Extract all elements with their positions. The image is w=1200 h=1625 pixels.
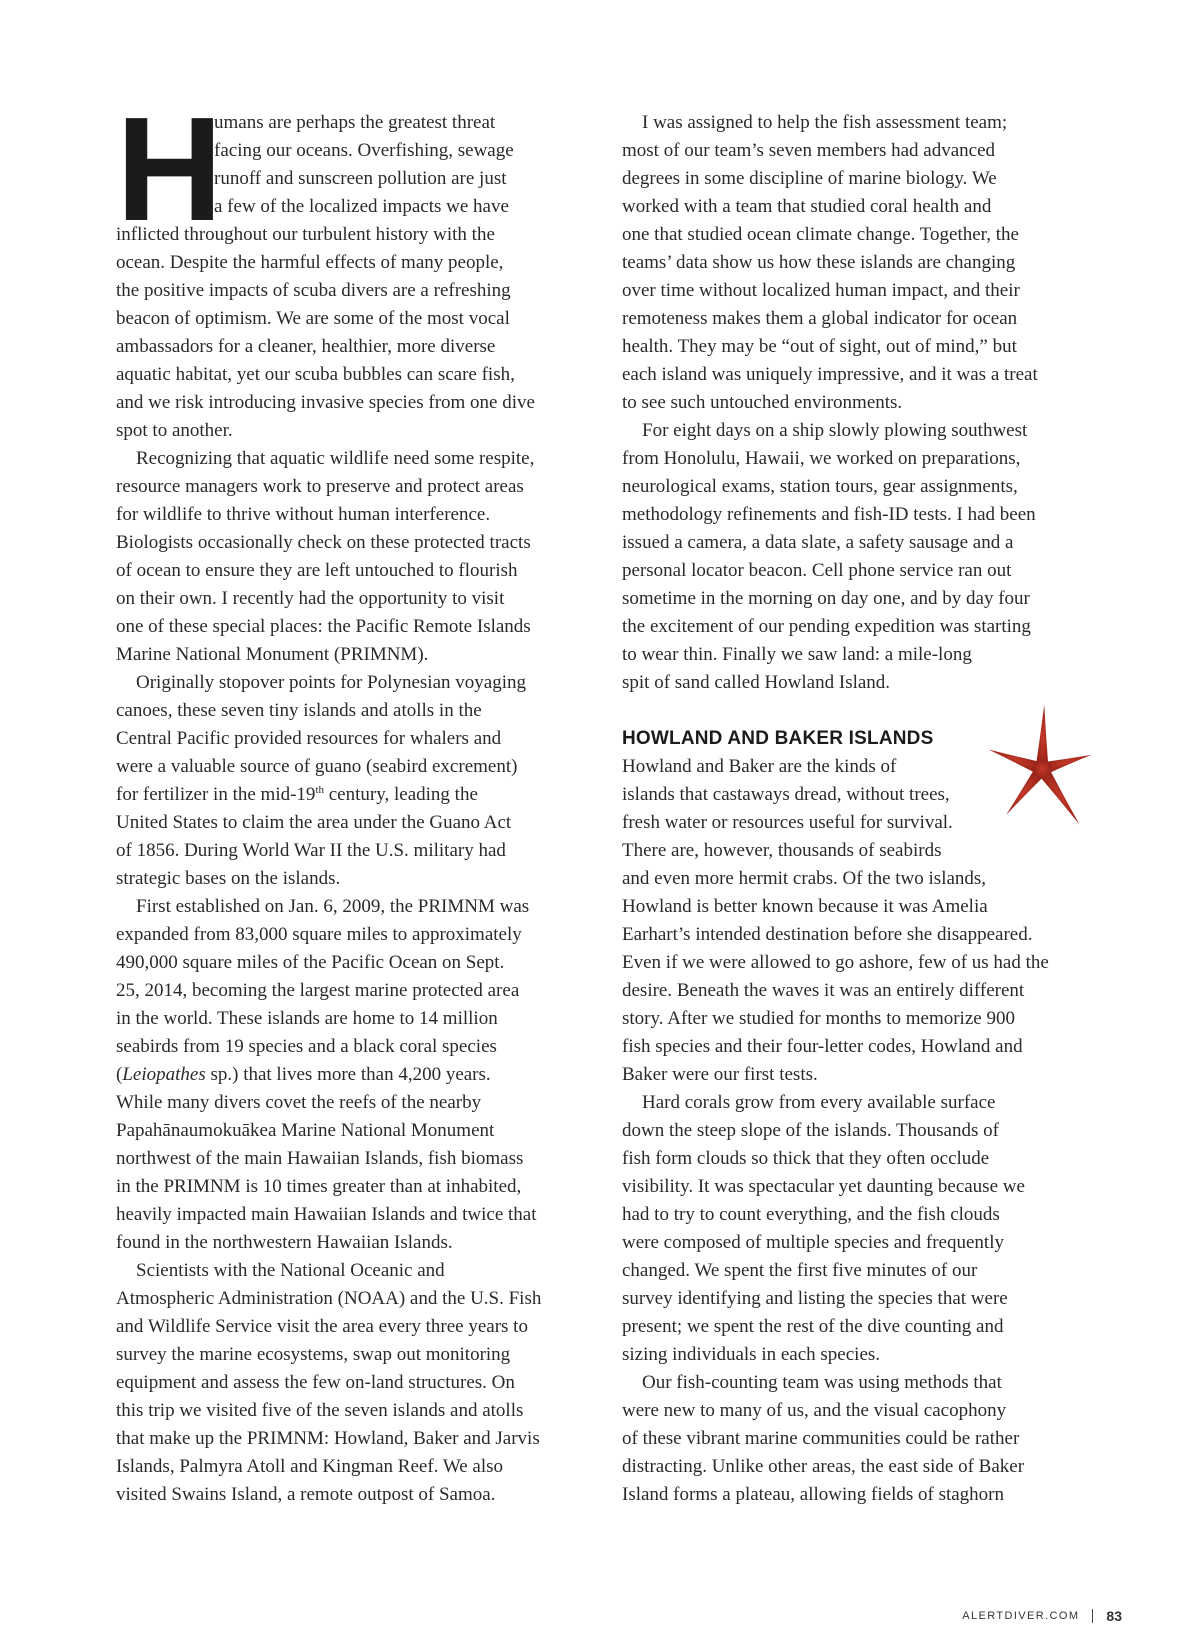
text-line: inflicted throughout our turbulent history with the bbox=[116, 224, 495, 245]
text-line: survey the marine ecosystems, swap out monitoring bbox=[116, 1344, 511, 1365]
text-line: strategic bases on the islands. bbox=[116, 868, 341, 889]
text-line: islands that castaways dread, without trees, bbox=[622, 784, 950, 805]
text-line: from Honolulu, Hawaii, we worked on preparations, bbox=[622, 448, 1021, 469]
text-line: Even if we were allowed to go ashore, few of us had the bbox=[622, 952, 1049, 973]
text-line: First established on Jan. 6, 2009, the PRIMNM was bbox=[136, 896, 530, 917]
text-line: For eight days on a ship slowly plowing southwest bbox=[642, 420, 1028, 441]
text-line: umans are perhaps the greatest threat bbox=[214, 112, 496, 133]
page-number: 83 bbox=[1106, 1608, 1122, 1624]
text-line: and Wildlife Service visit the area every three years to bbox=[116, 1316, 528, 1337]
text-line: one of these special places: the Pacific Remote Islands bbox=[116, 616, 531, 637]
text-line: personal locator beacon. Cell phone service ran out bbox=[622, 560, 1012, 581]
text-line: were new to many of us, and the visual cacophony bbox=[622, 1400, 1007, 1421]
text-line: visited Swains Island, a remote outpost of Samoa. bbox=[116, 1484, 496, 1505]
text-line: health. They may be “out of sight, out of mind,” but bbox=[622, 336, 1017, 357]
text-line: facing our oceans. Overfishing, sewage bbox=[214, 140, 514, 161]
starfish-arm bbox=[1035, 705, 1050, 770]
text-line: methodology refinements and fish-ID tests. I had been bbox=[622, 504, 1036, 525]
text-line: visibility. It was spectacular yet daunting because we bbox=[622, 1176, 1025, 1197]
text-line: one that studied ocean climate change. Together, the bbox=[622, 224, 1019, 245]
text-line: to see such untouched environments. bbox=[622, 392, 903, 413]
text-line: Our fish-counting team was using methods that bbox=[642, 1372, 1002, 1393]
text-line: equipment and assess the few on-land structures. On bbox=[116, 1372, 515, 1393]
text-line: desire. Beneath the waves it was an entirely different bbox=[622, 980, 1025, 1001]
text-line: found in the northwestern Hawaiian Islands. bbox=[116, 1232, 453, 1253]
text-line: degrees in some discipline of marine biology. We bbox=[622, 168, 997, 189]
text-line: down the steep slope of the islands. Thousands of bbox=[622, 1120, 999, 1141]
text-line: fish form clouds so thick that they often occlude bbox=[622, 1148, 990, 1169]
text-line: issued a camera, a data slate, a safety sausage and a bbox=[622, 532, 1014, 553]
text-line: that make up the PRIMNM: Howland, Baker and Jarvis bbox=[116, 1428, 540, 1449]
text-line: Hard corals grow from every available surface bbox=[642, 1092, 996, 1113]
text-line: remoteness makes them a global indicator for ocean bbox=[622, 308, 1018, 329]
text-line: fish species and their four-letter codes, Howland and bbox=[622, 1036, 1023, 1057]
text-line: (Leiopathes sp.) that lives more than 4,200 years. bbox=[116, 1064, 491, 1085]
text-line: There are, however, thousands of seabirds bbox=[622, 840, 942, 861]
text-line: of ocean to ensure they are left untouched to flourish bbox=[116, 560, 518, 581]
drop-cap: H bbox=[116, 87, 221, 252]
left-column bbox=[116, 87, 586, 1509]
text-line: 25, 2014, becoming the largest marine protected area bbox=[116, 980, 520, 1001]
text-line: Atmospheric Administration (NOAA) and the U.S. Fish bbox=[116, 1288, 542, 1309]
text-line: neurological exams, station tours, gear assignments, bbox=[622, 476, 1018, 497]
text-line: expanded from 83,000 square miles to approximately bbox=[116, 924, 522, 945]
footer-divider bbox=[1092, 1609, 1093, 1623]
text-line: resource managers work to preserve and protect areas bbox=[116, 476, 524, 497]
text-line: beacon of optimism. We are some of the most vocal bbox=[116, 308, 510, 329]
text-line: in the PRIMNM is 10 times greater than at inhabited, bbox=[116, 1176, 522, 1197]
text-line: runoff and sunscreen pollution are just bbox=[214, 168, 507, 189]
text-line: over time without localized human impact, and their bbox=[622, 280, 1020, 301]
text-line: a few of the localized impacts we have bbox=[214, 196, 509, 217]
text-line: ambassadors for a cleaner, healthier, more diverse bbox=[116, 336, 496, 357]
text-line: of these vibrant marine communities could be rather bbox=[622, 1428, 1020, 1449]
text-line: 490,000 square miles of the Pacific Ocean on Sept. bbox=[116, 952, 505, 973]
text-line: were composed of multiple species and frequently bbox=[622, 1232, 1004, 1253]
text-line: sizing individuals in each species. bbox=[622, 1344, 881, 1365]
text-line: on their own. I recently had the opportunity to visit bbox=[116, 588, 505, 609]
text-line: Originally stopover points for Polynesian voyaging bbox=[136, 672, 526, 693]
text-line: seabirds from 19 species and a black coral species bbox=[116, 1036, 497, 1057]
text-line: Marine National Monument (PRIMNM). bbox=[116, 644, 429, 665]
text-line: and we risk introducing invasive species from one dive bbox=[116, 392, 535, 413]
text-line: heavily impacted main Hawaiian Islands and twice that bbox=[116, 1204, 537, 1225]
text-line: of 1856. During World War II the U.S. military had bbox=[116, 840, 506, 861]
text-line: Recognizing that aquatic wildlife need some respite, bbox=[136, 448, 535, 469]
text-line: in the world. These islands are home to 14 million bbox=[116, 1008, 498, 1029]
starfish-center bbox=[1033, 760, 1052, 779]
text-line: and even more hermit crabs. Of the two islands, bbox=[622, 868, 987, 889]
text-line: aquatic habitat, yet our scuba bubbles can scare fish, bbox=[116, 364, 515, 385]
text-line: Howland is better known because it was Amelia bbox=[622, 896, 988, 917]
text-line: Islands, Palmyra Atoll and Kingman Reef. We also bbox=[116, 1456, 504, 1477]
text-line: story. After we studied for months to memorize 900 bbox=[622, 1008, 1015, 1029]
text-line: for fertilizer in the mid-19th century, leading the bbox=[116, 784, 478, 805]
text-line: spot to another. bbox=[116, 420, 233, 441]
section-heading: HOWLAND AND BAKER ISLANDS bbox=[622, 728, 934, 749]
text-line: Howland and Baker are the kinds of bbox=[622, 756, 897, 777]
text-line: northwest of the main Hawaiian Islands, fish biomass bbox=[116, 1148, 524, 1169]
text-line: for wildlife to thrive without human interference. bbox=[116, 504, 491, 525]
text-line: Island forms a plateau, allowing fields of staghorn bbox=[622, 1484, 1005, 1505]
text-line: most of our team’s seven members had advanced bbox=[622, 140, 996, 161]
text-line: Biologists occasionally check on these protected tracts bbox=[116, 532, 531, 553]
text-line: I was assigned to help the fish assessment team; bbox=[642, 112, 1008, 133]
page-footer bbox=[962, 1608, 1122, 1624]
text-line: survey identifying and listing the species that were bbox=[622, 1288, 1008, 1309]
text-line: were a valuable source of guano (seabird excrement) bbox=[116, 756, 518, 777]
text-line: United States to claim the area under the Guano Act bbox=[116, 812, 512, 833]
text-line: had to try to count everything, and the fish clouds bbox=[622, 1204, 1000, 1225]
text-line: Central Pacific provided resources for whalers and bbox=[116, 728, 502, 749]
text-line: ocean. Despite the harmful effects of many people, bbox=[116, 252, 504, 273]
text-line: present; we spent the rest of the dive counting and bbox=[622, 1316, 1004, 1337]
text-line: distracting. Unlike other areas, the east side of Baker bbox=[622, 1456, 1025, 1477]
left-column-text bbox=[116, 87, 586, 1509]
text-line: changed. We spent the first five minutes of our bbox=[622, 1260, 978, 1281]
text-line: Papahānaumokuākea Marine National Monument bbox=[116, 1120, 495, 1141]
text-line: to wear thin. Finally we saw land: a mile-long bbox=[622, 644, 972, 665]
text-line: Baker were our first tests. bbox=[622, 1064, 818, 1085]
text-line: spit of sand called Howland Island. bbox=[622, 672, 891, 693]
text-line: each island was uniquely impressive, and it was a treat bbox=[622, 364, 1038, 385]
text-line: Scientists with the National Oceanic and bbox=[136, 1260, 445, 1281]
text-line: worked with a team that studied coral health and bbox=[622, 196, 992, 217]
text-line: teams’ data show us how these islands are changing bbox=[622, 252, 1016, 273]
text-line: Earhart’s intended destination before she disappeared. bbox=[622, 924, 1033, 945]
text-line: While many divers covet the reefs of the nearby bbox=[116, 1092, 482, 1113]
text-line: canoes, these seven tiny islands and atolls in the bbox=[116, 700, 482, 721]
text-line: this trip we visited five of the seven islands and atolls bbox=[116, 1400, 524, 1421]
text-line: fresh water or resources useful for survival. bbox=[622, 812, 953, 833]
starfish-icon bbox=[958, 696, 1126, 842]
text-line: the excitement of our pending expedition was starting bbox=[622, 616, 1031, 637]
footer-site: ALERTDIVER.COM bbox=[962, 1610, 1080, 1622]
text-line: the positive impacts of scuba divers are a refreshing bbox=[116, 280, 511, 301]
text-line: sometime in the morning on day one, and by day four bbox=[622, 588, 1030, 609]
